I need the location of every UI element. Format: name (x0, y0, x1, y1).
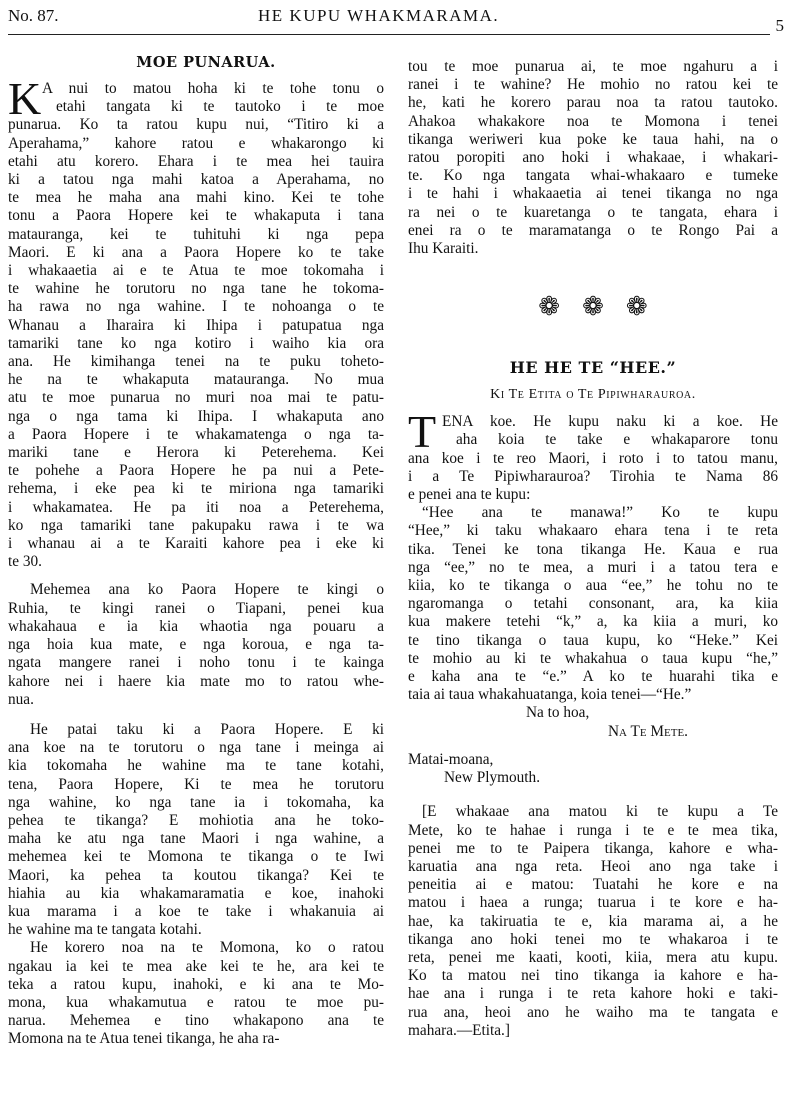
text-line: te pohehe a Paora Hopere he pa nui a Pete- (8, 462, 384, 480)
text-line: Ahakoa whakakore noa te Momona i tenei (408, 112, 778, 130)
text-line: He patai taku ki a Paora Hopere. E ki (30, 720, 384, 738)
text-line: tikanga ano hoki tenei mo te whakaroa i te (408, 930, 778, 948)
paragraph-3 (8, 721, 384, 939)
text-line: tonu a Paora Hopere kei te whakaputa i tana (8, 207, 384, 225)
text-line: nga “ee,” no te mea, a muri i a tatou tera e (408, 558, 778, 576)
text-line: etahi atu korero. Ehara i te mea hei tauira (8, 152, 384, 170)
text-line: taia ai taua whakahuatanga, koia tenei—“He.” (408, 686, 692, 704)
text-line: kia tokomaha he wahine ma te tane kotahi, (8, 757, 384, 775)
text-line: whakahaua e ia kia whaotia nga pouaru a (8, 617, 384, 635)
rosette-icon: ❁ (625, 292, 670, 322)
paragraph-continued (408, 58, 778, 258)
text-line: e penei ana te kupu: (408, 486, 531, 504)
text-line: maha ke atu nga tane Maori i nga wahine, a (8, 830, 384, 848)
editor-note (408, 803, 778, 1040)
text-line: Maori. E ki ana a Paora Hopere ko te take (8, 243, 384, 261)
article-subtitle: Ki Te Etita o Te Pipiwharauroa. (490, 387, 696, 403)
text-line: mona, kua whakamutua e ratou te moe pu- (8, 993, 384, 1011)
text-line: Whanau a Iharaira ki Ihipa i patupatua nga (8, 316, 384, 334)
text-line: Aperahama,” kahore ratou e whakarongo ki (8, 134, 384, 152)
text-line: ana. He kimihanga tenei na te puku toheto- (8, 353, 384, 371)
text-line: te tino tikanga o taua kupu, ko “Heke.” Kei (408, 631, 778, 649)
text-line: ranei i te wahine? He mohio no ratou kei te (408, 76, 778, 94)
text-line: i whakaaetia ai e te Atua te moe tokomaha i (8, 262, 384, 280)
text-line: i a Te Pipiwharauroa? Tirohia te Nama 86 (408, 467, 778, 485)
text-line: ra nei o te kuaretanga o te tangata, ehara i (408, 203, 778, 221)
text-line: te 30. (8, 553, 42, 571)
page-number: 5 (775, 16, 784, 35)
letter-signoff: Na to hoa, (526, 704, 590, 722)
paragraph-4 (8, 939, 384, 1048)
text-line: nga o nga tama ki Ihipa. I whakaputa ano (8, 407, 384, 425)
text-line: etahi tangata ki te tautoko i te moe (56, 98, 384, 116)
text-line: nga hoia kua mate, e nga koroua, e nga ta- (8, 636, 384, 654)
rosette-icon: ❁ (538, 292, 583, 322)
left-column (8, 46, 384, 1049)
article-title-moe-punarua: MOE PUNARUA. (136, 54, 276, 71)
text-line: pehea te tikanga? E mohiotia ana he toko- (8, 811, 384, 829)
text-line: kua marama i a koe te take i whakanuia ai (8, 902, 384, 920)
text-line: te mea he maha ana mahi kino. Kei te tohe (8, 189, 384, 207)
text-line: rehema, i eke pea ki te miriona nga tamariki (8, 480, 384, 498)
text-line: te wahine he torutoru no nga tane he tokoma- (8, 280, 384, 298)
text-line: teka a ratou kupu, inahoki, e ki ana te Mo- (8, 975, 384, 993)
text-line: ngakau ia kei te mea ake kei te he, ara kei te (8, 957, 384, 975)
text-line: ratou poropiti ano hoki i whakaae, i whakari- (408, 149, 778, 167)
text-line: kiia, ko te tikanga o aua “ee,” he tohu no te (408, 577, 778, 595)
letter-paragraph-1 (408, 406, 778, 504)
drop-cap: K (8, 73, 42, 124)
letter-address-2: New Plymouth. (444, 769, 541, 787)
text-line: ENA koe. He kupu naku ki a koe. He (442, 413, 778, 431)
text-line: Mete, ko te hahae i runga i te e te mea tika, (408, 821, 778, 839)
text-line: ko nga tamariki tane pakupaku rawa i te wa (8, 516, 384, 534)
text-line: [E whakaae ana matou ki te kupu a Te (422, 803, 778, 821)
article-body-moe-punarua (8, 73, 384, 571)
text-line: mahara.—Etita.] (408, 1021, 510, 1039)
letter-body (408, 406, 778, 504)
text-line: hae, ka takiruatia te e, kia marama ai, a he (408, 912, 778, 930)
text-line: penei me to te Paipera tikanga, kahore e wha- (408, 839, 778, 857)
running-title: HE KUPU WHAKMARAMA. (258, 6, 500, 25)
text-line: matou i haea a runga; tuarua i te kore e ha- (408, 894, 778, 912)
text-line: reta, penei me kaati, kooti, kiia, mera atu kupu. (408, 948, 778, 966)
text-line: e kaha ana te “e.” A ko te huarahi tika e (408, 668, 778, 686)
text-line: Ko ta matou nei tino tikanga ia kahore e ha- (408, 967, 778, 985)
text-line: i te hahi i whakaaetia ai tenei tikanga no nga (408, 185, 778, 203)
text-line: he wahine ma te tangata kotahi. (8, 921, 202, 939)
text-line: nua. (8, 690, 34, 708)
text-line: tikanga weriweri kua poke ke taua hahi, na o (408, 130, 778, 148)
text-line: narua. Mehemea e tino whakapono ana te (8, 1012, 384, 1030)
text-line: tou te moe punarua ai, te moe ngahuru a i (408, 58, 778, 75)
issue-number: No. 87. (8, 6, 59, 25)
text-line: ana koe na te torutoru o nga tane i meinga ai (8, 739, 384, 757)
text-line: Mehemea ana ko Paora Hopere te kingi o (30, 581, 384, 599)
header-rule (8, 34, 770, 35)
text-line: tamariki tane ko nga kotiro i waiho kia ora (8, 334, 384, 352)
text-line: He korero noa na te Momona, ko o ratou (30, 939, 384, 957)
text-line: ngata mangere ranei i noho tonu i te kainga (8, 654, 384, 672)
text-line: karuatia ana nga reta. Heoi ano nga take i (408, 857, 778, 875)
letter-paragraph-2 (408, 504, 778, 704)
text-line: ki a tatou nga mahi katoa a Aperahama, no (8, 171, 384, 189)
text-line: ana koe i te reo Maori, i roto i to tatou manu, (408, 449, 778, 467)
text-line: mehemea kei te Momona te tikanga o te Iwi (8, 848, 384, 866)
page-header (8, 4, 784, 38)
text-line: “Hee,” ki taku whakaaro ehara tena i te reta (408, 522, 778, 540)
letter-address-1: Matai-moana, (408, 750, 494, 768)
text-line: “Hee ana te manawa!” Ko te kupu (422, 504, 778, 522)
text-line: atu te moe punarua no muri noa mai te patu- (8, 389, 384, 407)
text-line: te. Ko nga tangata whai-whakaaro e tumeke (408, 167, 778, 185)
paragraph-2 (8, 581, 384, 708)
text-line: Ihu Karaiti. (408, 240, 479, 258)
text-line: nga wahine, ko nga tane ia i tokomaha, ka (8, 793, 384, 811)
text-line: mariki tane e Herora ki Peterehema. Kei (8, 444, 384, 462)
letter-signature: Na Te Mete. (608, 722, 689, 740)
article-title-he-he-te-hee: HE HE TE “HEE.” (509, 358, 677, 378)
text-line: Maori, ka pehea ta koutou tikanga? Kei te (8, 866, 384, 884)
right-column (408, 58, 778, 1040)
text-line: rua ana, heoi ano he waiho ma te tangata e (408, 1003, 778, 1021)
text-line: A nui to matou hoha ki te tohe tonu o (42, 80, 384, 97)
text-line: kua makere tetehi “k,” a, ka kiia a muri, ko (408, 613, 778, 631)
text-line: peneitia ai e matou: Tuatahi he kore e na (408, 876, 778, 894)
text-line: he, kati he korero parau noa ta ratou tautoko. (408, 94, 778, 112)
text-line: aha koia te take e whakaparore tonu (456, 431, 778, 449)
text-line: i whanau ai a te Karaiti kahore pea i eke ki (8, 535, 384, 553)
text-line: he na te whakaputa matauranga. No mua (8, 371, 384, 389)
text-line: hae ana i runga i te reta kahore hoki e taki- (408, 985, 778, 1003)
text-line: Momona na te Atua tenei tikanga, he aha ra- (8, 1030, 280, 1048)
rosette-icon: ❁ (582, 292, 626, 322)
text-line: a Paora Hopere i te whakamatenga o nga ta- (8, 425, 384, 443)
text-line: Ruhia, te kingi ranei o Tiapani, penei kua (8, 599, 384, 617)
text-line: tika. Tenei ke tona tikanga He. Kaua e rua (408, 540, 778, 558)
text-line: hiahia au kia whakamaramatia e koe, inahoki (8, 884, 384, 902)
text-line: te mohio au ki te whakahua o taua kupu “he,” (408, 649, 778, 667)
text-line: punarua. Ko ta ratou kupu nui, “Titiro ki a (8, 116, 384, 134)
text-line: matauranga, kei te tuhituhi ki nga pepa (8, 225, 384, 243)
text-line: ha rawa no nga wahine. I te nohoanga o te (8, 298, 384, 316)
drop-cap: T (408, 406, 437, 458)
text-line: tena, Paora Hopere, Ki te mea he torutoru (8, 775, 384, 793)
paragraph-1 (8, 73, 384, 571)
text-line: ngaromanga o tetahi consonant, ara, ka kiia (408, 595, 778, 613)
text-line: i whakamatea. He pa iti noa a Peterehema, (8, 498, 384, 516)
ornament-divider (408, 292, 778, 322)
text-line: kahore nei i haere kia mate mo to ratou whe- (8, 672, 384, 690)
text-line: enei ra o te maramatanga o te Rongo Pai a (408, 221, 778, 239)
